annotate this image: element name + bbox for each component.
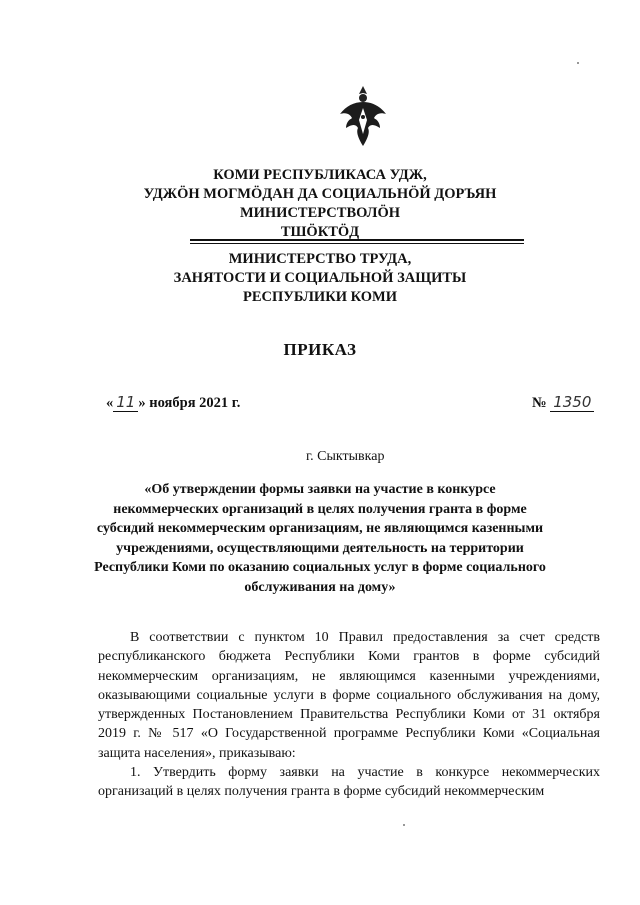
subject-line: обслуживания на дому»	[244, 579, 396, 595]
coat-of-arms-emblem	[336, 84, 390, 148]
city-name: г. Сыктывкар	[306, 449, 385, 464]
number-prefix: №	[532, 395, 547, 411]
header-komi-line: ТШӦКТӦД	[280, 224, 360, 240]
header-komi-line: УДЖӦН МОГМӦДАН ДА СОЦИАЛЬНӦЙ ДОРЪЯН	[143, 186, 497, 202]
number-value-handwritten: 1350	[550, 393, 594, 412]
date-day-handwritten: 11	[113, 393, 138, 412]
order-body-text	[98, 628, 600, 802]
header-divider-thin	[190, 243, 524, 244]
header-ru-line: РЕСПУБЛИКИ КОМИ	[242, 289, 398, 305]
header-komi-line: КОМИ РЕСПУБЛИКАСА УДЖ,	[213, 167, 427, 183]
header-divider-thick	[190, 239, 524, 241]
document-title: ПРИКАЗ	[283, 340, 357, 359]
date-close-quote: »	[138, 395, 146, 411]
subject-line: субсидий некоммерческим организациям, не являющимся казенными	[96, 521, 544, 536]
order-subject	[0, 480, 640, 597]
body-paragraph: В соответствии с пунктом 10 Правил предоставления за счет средств республиканского бюджета Республики Коми грантов в форме субсидий некоммерческим организациям, не являющимся казенными учреждениями, оказывающими социальные услуги в форме социального обслуживания на дому, утвержденных Постановлением Правительства Республики Коми от 31 октября 2019 г. № 517 «О Государственной программе Республики Коми «Социальная защита населения», приказываю:	[98, 630, 600, 761]
body-paragraph: 1. Утвердить форму заявки на участие в конкурсе некоммерческих организаций в целях получения гранта в форме субсидий некоммерческим	[98, 765, 600, 800]
ministry-header-komi	[0, 166, 640, 242]
subject-line: Республики Коми по оказанию социальных услуг в форме социального	[94, 560, 546, 575]
subject-line: учреждениями, осуществляющими деятельность на территории	[116, 540, 524, 556]
subject-line: «Об утверждении формы заявки на участие в конкурсе	[144, 482, 496, 497]
scan-speck	[577, 62, 579, 64]
subject-line: некоммерческих организаций в целях получения гранта в форме	[113, 501, 527, 517]
header-ru-line: ЗАНЯТОСТИ И СОЦИАЛЬНОЙ ЗАЩИТЫ	[173, 270, 467, 286]
date-open-quote: «	[106, 395, 114, 411]
header-komi-line: МИНИСТЕРСТВОЛӦН	[239, 205, 401, 221]
order-number	[532, 393, 594, 412]
ministry-header-russian	[0, 250, 640, 307]
order-date	[106, 393, 240, 412]
header-ru-line: МИНИСТЕРСТВО ТРУДА,	[228, 251, 412, 267]
scan-speck	[403, 824, 405, 826]
date-month-year: ноября 2021 г.	[145, 395, 241, 411]
